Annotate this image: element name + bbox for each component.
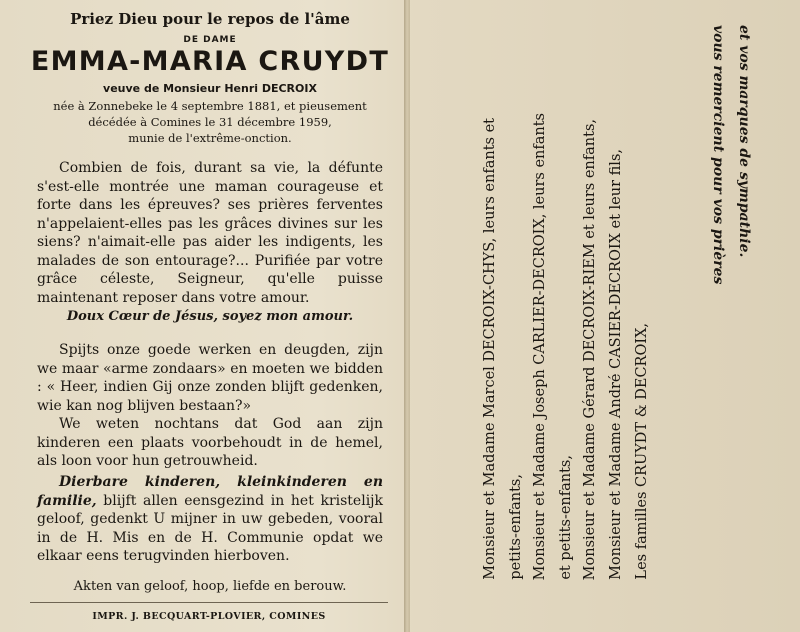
divider xyxy=(30,602,388,603)
de-dame-label: DE DAME xyxy=(183,35,237,45)
motto: Doux Cœur de Jésus, soyez mon amour. xyxy=(66,309,354,324)
acts-of-faith: Akten van geloof, hoop, liefde en berouw. xyxy=(73,579,347,594)
dutch-paragraph-1: Spijts onze goede werken en deugden, zijn we maar «arme zondaars» en moeten we bidden : « Heer, indien Gij onze zonden blijft gedenken, wie kan nog blijven bestaan?» xyxy=(37,342,383,414)
widow-line: veuve de Monsieur Henri DECROIX xyxy=(103,82,317,95)
french-paragraph: Combien de fois, durant sa vie, la défunte s'est-elle montrée une maman courageuse et forte dans les épreuves? ses prières ferventes n'appelaient-elles pas les grâces divines sur les siens? n'aimait-elle pas aider les indigents, les malades de son entourage?... Purifiée par votre grâce céleste, Seigneur, qu'elle puisse maintenant reposer dans votre amour. xyxy=(37,160,383,306)
family-line-2: petits-enfants, xyxy=(508,474,524,580)
birth-line-2: décédée à Comines le 31 décembre 1959, xyxy=(88,115,332,129)
family-line-6: Monsieur et Madame André CASIER-DECROIX et leur fils, xyxy=(608,149,624,580)
thanks-line-1: vous remercient pour vos prières xyxy=(710,25,726,285)
family-line-5: Monsieur et Madame Gérard DECROIX-RIEM et leurs enfants, xyxy=(582,118,598,580)
dutch-paragraph-3 xyxy=(37,473,383,566)
right-panel xyxy=(410,0,800,632)
family-address: Dierbare kinderen, kleinkinderen en familie, xyxy=(37,474,383,509)
sacraments-line: munie de l'extrême-onction. xyxy=(128,131,292,145)
dutch-paragraph-2: We weten nochtans dat God aan zijn kinderen een plaats voorbehoudt in de hemel, als loon voor hun getrouwheid. xyxy=(37,416,383,469)
family-line-1: Monsieur et Madame Marcel DECROIX-CHYS, leurs enfants et xyxy=(482,118,498,580)
printer-imprint: IMPR. J. BECQUART-PLOVIER, COMINES xyxy=(92,611,326,622)
thanks-line-2: et vos marques de sympathie. xyxy=(736,25,752,258)
header-text: Priez Dieu pour le repos de l'âme xyxy=(70,10,350,28)
deceased-name: EMMA-MARIA CRUYDT xyxy=(30,46,390,77)
prayer-header xyxy=(30,10,390,28)
family-exhortation: blijft allen eensgezind in het kristelijk geloof, gedenkt U mijner in uw gebeden, vooral in de H. Mis en de H. Communie opdat we elkaar eens terugvinden hierboven. xyxy=(37,492,383,564)
family-line-4: et petits-enfants, xyxy=(558,455,574,580)
family-line-3: Monsieur et Madame Joseph CARLIER-DECROIX, leurs enfants xyxy=(532,112,548,580)
birth-death-lines xyxy=(30,98,390,130)
family-line-7: Les familles CRUYDT & DECROIX, xyxy=(634,323,650,580)
birth-line-1: née à Zonnebeke le 4 septembre 1881, et pieusement xyxy=(53,99,367,113)
